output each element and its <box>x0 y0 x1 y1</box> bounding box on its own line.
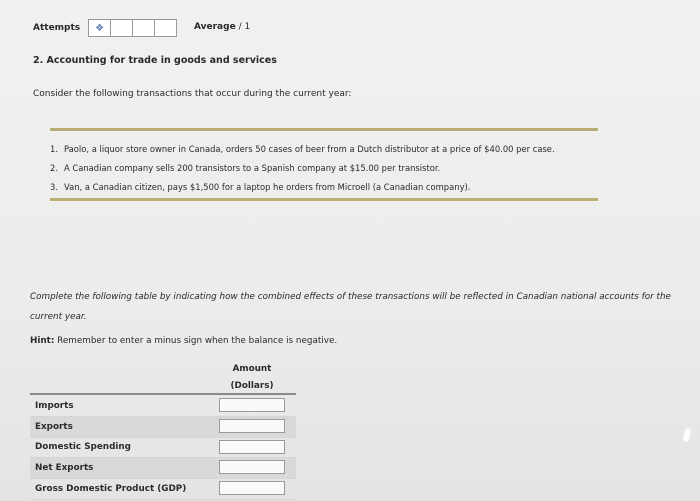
attempt-cell <box>111 20 133 36</box>
transactions-top-rule <box>50 128 598 131</box>
table-row-domestic-spending <box>30 438 296 459</box>
transactions-bottom-rule <box>50 198 598 201</box>
transaction-text: Paolo, a liquor store owner in Canada, orders 50 cases of beer from a Dutch distributor at a price of $40.00 per case. <box>64 144 555 154</box>
attempts-bar <box>33 19 177 37</box>
transaction-number: 1. <box>50 144 58 154</box>
transaction-item <box>50 159 555 178</box>
attempts-label: Attempts <box>33 23 81 33</box>
amount-header: Amount <box>232 364 272 374</box>
attempt-cell <box>155 20 176 36</box>
row-label: Exports <box>35 421 73 432</box>
table-row-imports <box>30 396 296 417</box>
table-row-gdp <box>30 479 296 500</box>
hint-label: Hint: <box>30 336 55 346</box>
amount-unit: (Dollars) <box>230 381 274 391</box>
hint <box>30 336 337 346</box>
question-intro: Consider the following transactions that occur during the current year: <box>33 89 352 99</box>
transaction-number: 2. <box>50 163 58 173</box>
attempt-cell <box>133 20 155 36</box>
transaction-item <box>50 140 555 159</box>
attempt-diamond-icon: ❖ <box>89 20 111 36</box>
table-row-net-exports <box>30 458 296 479</box>
transactions-list <box>50 140 555 197</box>
exports-input[interactable] <box>219 419 285 433</box>
table-header-rule <box>30 393 296 395</box>
question-title: 2. Accounting for trade in goods and services <box>33 55 277 66</box>
amount-column-header <box>222 361 282 395</box>
row-label: Domestic Spending <box>35 442 131 453</box>
attempt-box <box>88 19 177 37</box>
domestic-spending-input[interactable] <box>219 440 285 454</box>
transaction-item <box>50 178 555 197</box>
row-label: Imports <box>35 400 74 411</box>
transaction-number: 3. <box>50 182 58 192</box>
table-row-exports <box>30 417 296 438</box>
transaction-text: Van, a Canadian citizen, pays $1,500 for a laptop he orders from Microell (a Canadian company). <box>64 182 471 192</box>
average-label: Average <box>194 22 236 32</box>
row-label: Gross Domestic Product (GDP) <box>35 484 187 495</box>
table-instructions: Complete the following table by indicating how the combined effects of these transactions will be reflected in Canadian national accounts for the current year. <box>30 292 671 322</box>
screen-glare <box>683 428 692 443</box>
national-accounts-table <box>30 396 296 500</box>
imports-input[interactable] <box>219 398 285 412</box>
row-label: Net Exports <box>35 463 94 474</box>
average-value: / 1 <box>238 22 251 32</box>
transaction-text: A Canadian company sells 200 transistors to a Spanish company at $15.00 per transistor. <box>64 163 441 173</box>
average-score <box>194 22 250 32</box>
hint-text: Remember to enter a minus sign when the balance is negative. <box>57 336 338 346</box>
net-exports-input[interactable] <box>219 460 285 474</box>
gdp-input[interactable] <box>219 481 285 495</box>
